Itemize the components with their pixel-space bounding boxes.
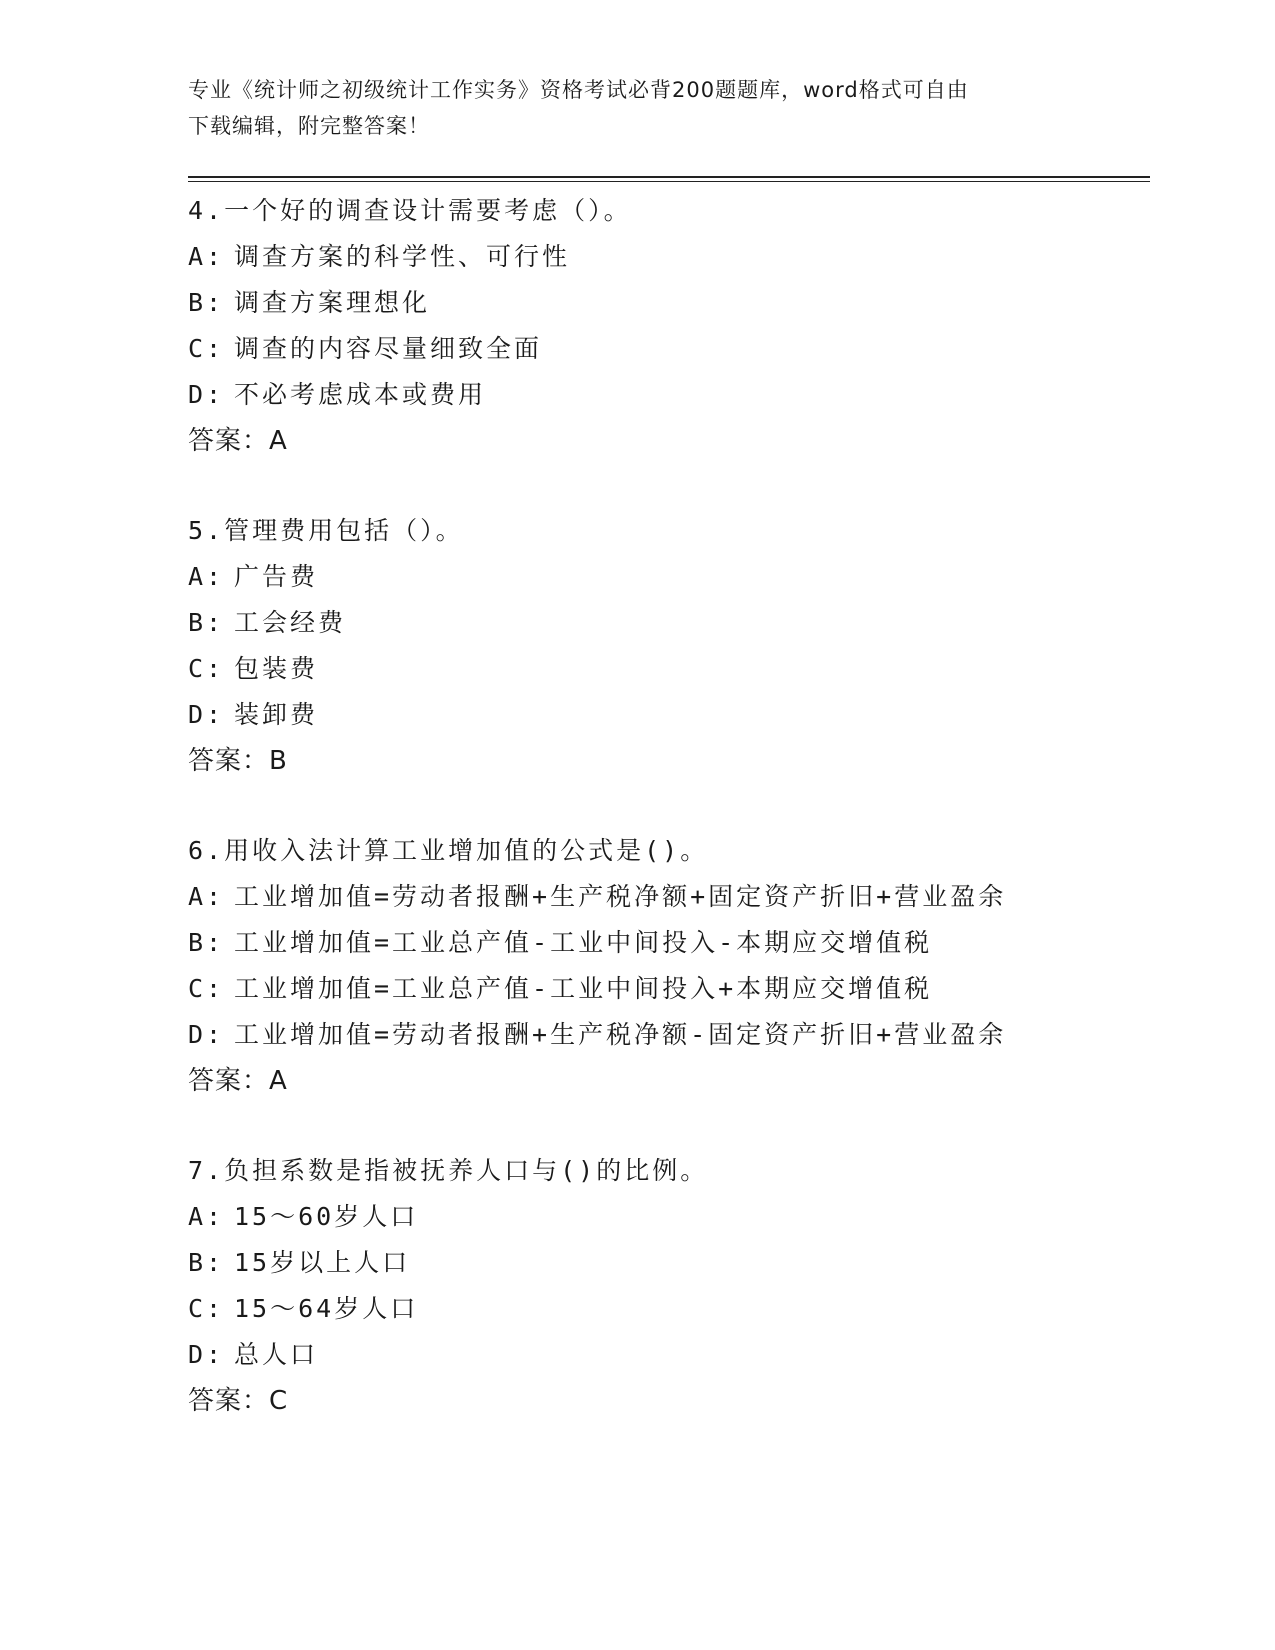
option-c bbox=[188, 966, 1148, 1012]
header-line-2: 下载编辑，附完整答案！ bbox=[188, 114, 430, 138]
option-b bbox=[188, 920, 1148, 966]
answer-line: 答案：A bbox=[188, 1066, 288, 1096]
question-stem: 6.用收入法计算工业增加值的公式是()。 bbox=[188, 836, 709, 865]
option-b bbox=[188, 280, 1148, 326]
option-text: 总人口 bbox=[234, 1340, 319, 1369]
question-block bbox=[188, 188, 1148, 464]
question-list bbox=[188, 188, 1148, 1468]
option-text: 工会经费 bbox=[234, 608, 347, 637]
option-letter: A: bbox=[188, 882, 225, 911]
option-text: 调查方案理想化 bbox=[234, 288, 431, 317]
option-c bbox=[188, 326, 1148, 372]
option-letter: D: bbox=[188, 1340, 225, 1369]
option-letter: A: bbox=[188, 562, 225, 591]
option-a bbox=[188, 874, 1148, 920]
option-text: 工业增加值=劳动者报酬+生产税净额-固定资产折旧+营业盈余 bbox=[234, 1020, 1007, 1049]
option-letter: D: bbox=[188, 1020, 225, 1049]
option-d bbox=[188, 692, 1148, 738]
question-block bbox=[188, 1148, 1148, 1424]
option-c bbox=[188, 1286, 1148, 1332]
question-block bbox=[188, 508, 1148, 784]
question-stem: 5.管理费用包括（）。 bbox=[188, 516, 464, 545]
option-text: 装卸费 bbox=[234, 700, 319, 729]
option-text: 包装费 bbox=[234, 654, 319, 683]
option-text: 调查的内容尽量细致全面 bbox=[234, 334, 543, 363]
option-a bbox=[188, 1194, 1148, 1240]
question-stem: 4.一个好的调查设计需要考虑（）。 bbox=[188, 196, 632, 225]
option-letter: A: bbox=[188, 242, 225, 271]
option-letter: D: bbox=[188, 380, 225, 409]
answer-line: 答案：A bbox=[188, 426, 288, 456]
question-stem: 7.负担系数是指被抚养人口与()的比例。 bbox=[188, 1156, 709, 1185]
option-text: 调查方案的科学性、可行性 bbox=[234, 242, 571, 271]
option-letter: C: bbox=[188, 974, 225, 1003]
option-text: 15岁以上人口 bbox=[234, 1248, 411, 1277]
option-text: 不必考虑成本或费用 bbox=[234, 380, 487, 409]
option-letter: B: bbox=[188, 1248, 225, 1277]
option-letter: D: bbox=[188, 700, 225, 729]
option-letter: A: bbox=[188, 1202, 225, 1231]
option-letter: B: bbox=[188, 288, 225, 317]
answer-line: 答案：C bbox=[188, 1386, 289, 1416]
option-text: 工业增加值=劳动者报酬+生产税净额+固定资产折旧+营业盈余 bbox=[234, 882, 1007, 911]
option-text: 15～60岁人口 bbox=[234, 1202, 419, 1231]
header-divider-thick bbox=[188, 176, 1150, 178]
option-letter: C: bbox=[188, 654, 225, 683]
option-d bbox=[188, 1012, 1148, 1058]
option-text: 工业增加值=工业总产值-工业中间投入-本期应交增值税 bbox=[234, 928, 933, 957]
option-text: 广告费 bbox=[234, 562, 319, 591]
option-c bbox=[188, 646, 1148, 692]
option-letter: B: bbox=[188, 608, 225, 637]
option-letter: B: bbox=[188, 928, 225, 957]
option-letter: C: bbox=[188, 334, 225, 363]
option-a bbox=[188, 554, 1148, 600]
option-a bbox=[188, 234, 1148, 280]
option-text: 工业增加值=工业总产值-工业中间投入+本期应交增值税 bbox=[234, 974, 933, 1003]
question-block bbox=[188, 828, 1148, 1104]
header-divider-thin bbox=[188, 181, 1150, 182]
option-d bbox=[188, 372, 1148, 418]
option-text: 15～64岁人口 bbox=[234, 1294, 419, 1323]
option-letter: C: bbox=[188, 1294, 225, 1323]
option-b bbox=[188, 1240, 1148, 1286]
option-d bbox=[188, 1332, 1148, 1378]
answer-line: 答案：B bbox=[188, 746, 288, 776]
document-header bbox=[188, 72, 1068, 144]
option-b bbox=[188, 600, 1148, 646]
header-line-1: 专业《统计师之初级统计工作实务》资格考试必背200题题库，word格式可自由 bbox=[188, 78, 969, 102]
